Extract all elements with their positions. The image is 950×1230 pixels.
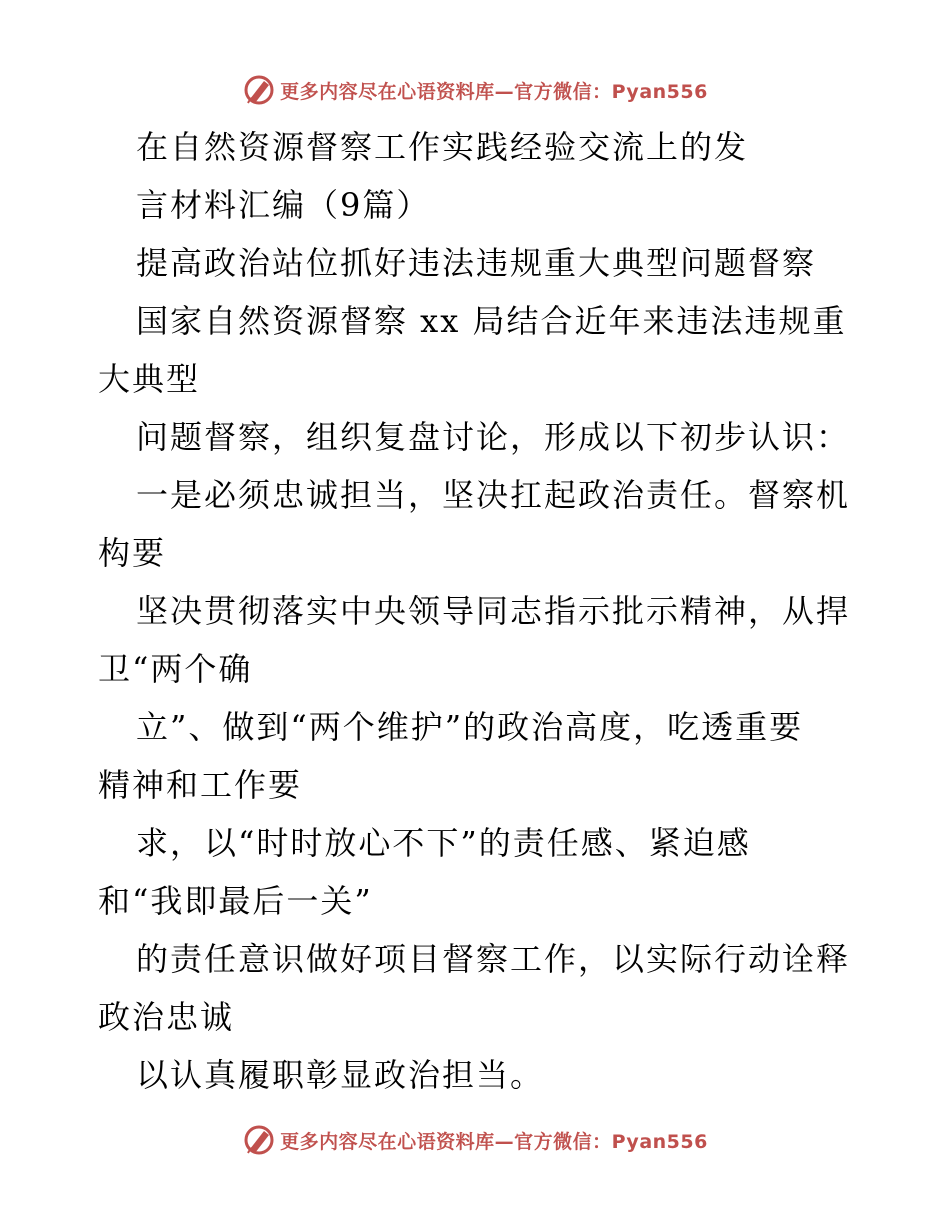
text-line: 大典型	[98, 360, 201, 398]
text-line: 卫“两个确	[98, 650, 253, 688]
banner-text: 更多内容尽在心语资料库—官方微信：Pyan556	[280, 1130, 708, 1153]
text-line: 立”、做到“两个维护”的政治高度，吃透重要	[136, 708, 804, 746]
text-line: 在自然资源督察工作实践经验交流上的发	[136, 128, 749, 166]
document-body	[98, 118, 868, 1104]
text-line: 政治忠诚	[98, 998, 235, 1036]
text-line: 以认真履职彰显政治担当。	[136, 1056, 545, 1094]
library-logo-icon	[242, 73, 276, 107]
text-line: 和“我即最后一关”	[98, 882, 373, 920]
text-line: 言材料汇编（9篇）	[136, 186, 431, 224]
text-line: 求，以“时时放心不下”的责任感、紧迫感	[136, 824, 751, 862]
footer-banner	[0, 1120, 950, 1160]
banner-text: 更多内容尽在心语资料库—官方微信：Pyan556	[280, 80, 708, 103]
text-line: 精神和工作要	[98, 766, 303, 804]
text-line: 坚决贯彻落实中央领导同志指示批示精神，从捍	[136, 592, 851, 630]
text-line: 构要	[98, 534, 167, 572]
text-line: 问题督察，组织复盘讨论，形成以下初步认识：	[136, 418, 851, 456]
header-banner	[0, 70, 950, 110]
text-line: 国家自然资源督察 xx 局结合近年来违法违规重	[136, 302, 847, 340]
library-logo-icon	[242, 1123, 276, 1157]
text-line: 提高政治站位抓好违法违规重大典型问题督察	[136, 244, 817, 282]
text-line: 的责任意识做好项目督察工作，以实际行动诠释	[136, 940, 851, 978]
text-line: 一是必须忠诚担当，坚决扛起政治责任。督察机	[136, 476, 851, 514]
